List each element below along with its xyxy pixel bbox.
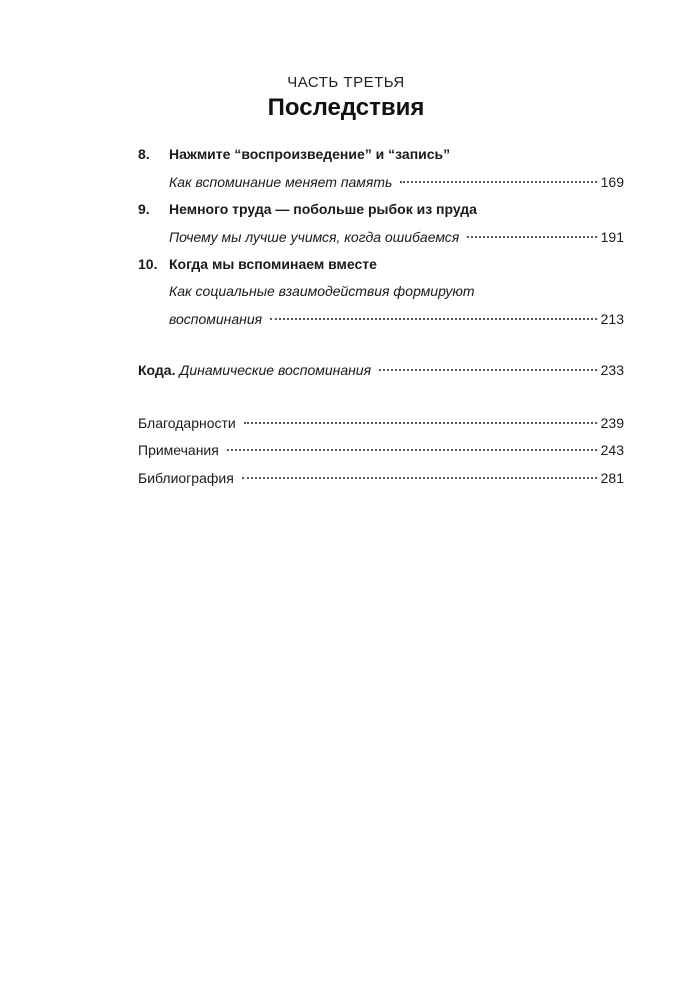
page-number: 281 [600,470,624,486]
chapter-number: 9. [138,201,150,217]
coda-prefix [138,359,175,381]
coda-prefix-text: Кода. [138,362,176,378]
dot-leader [379,369,597,371]
chapter-subtitle-cont: воспоминания [169,311,263,327]
toc-entry-line1 [169,280,624,302]
section-title: Благодарности [138,415,236,431]
chapter-10-entry-row[interactable] [138,308,624,330]
part-title: Последствия [267,94,425,121]
dot-leader [270,318,597,320]
page-number: 213 [600,311,624,327]
chapter-10-subtitle-row [138,280,624,302]
toc-entry[interactable] [138,467,624,489]
chapter-title: Нажмите “воспроизведение” и “запись” [169,146,451,162]
chapter-9-heading-row [138,198,624,220]
section-title: Примечания [138,442,219,458]
toc-entry[interactable] [169,308,624,330]
page-number: 243 [600,442,624,458]
page-number: 239 [600,415,624,431]
page-number: 169 [600,174,624,190]
dot-leader [242,477,597,479]
toc-entry[interactable] [138,439,624,461]
chapter-title: Немного труда — побольше рыбок из пруда [169,201,477,217]
back-matter-row[interactable] [138,467,624,489]
coda-title: Динамические воспоминания [179,362,372,378]
toc-entry[interactable] [138,359,624,381]
chapter-subtitle: Как социальные взаимодействия формируют [169,283,475,299]
chapter-10-heading-row [138,253,624,275]
back-matter-row[interactable] [138,439,624,461]
chapter-8-entry-row[interactable] [138,171,624,193]
dot-leader [244,422,597,424]
chapter-number: 10. [138,256,158,272]
page-number: 191 [600,229,624,245]
page-number: 233 [600,362,624,378]
chapter-8-heading-row [138,143,624,165]
chapter-9-entry-row[interactable] [138,226,624,248]
chapter-subtitle: Как вспоминание меняет память [169,174,393,190]
dot-leader [227,449,597,451]
chapter-subtitle: Почему мы лучше учимся, когда ошибаемся [169,229,460,245]
dot-leader [400,181,596,183]
chapter-number: 8. [138,146,150,162]
toc-entry[interactable] [169,171,624,193]
toc-entry[interactable] [169,226,624,248]
coda-row[interactable] [138,359,624,381]
chapter-title: Когда мы вспоминаем вместе [169,256,377,272]
back-matter-row[interactable] [138,412,624,434]
section-title: Библиография [138,470,234,486]
toc-entry[interactable] [138,412,624,434]
part-label: ЧАСТЬ ТРЕТЬЯ [287,74,405,91]
dot-leader [467,236,596,238]
